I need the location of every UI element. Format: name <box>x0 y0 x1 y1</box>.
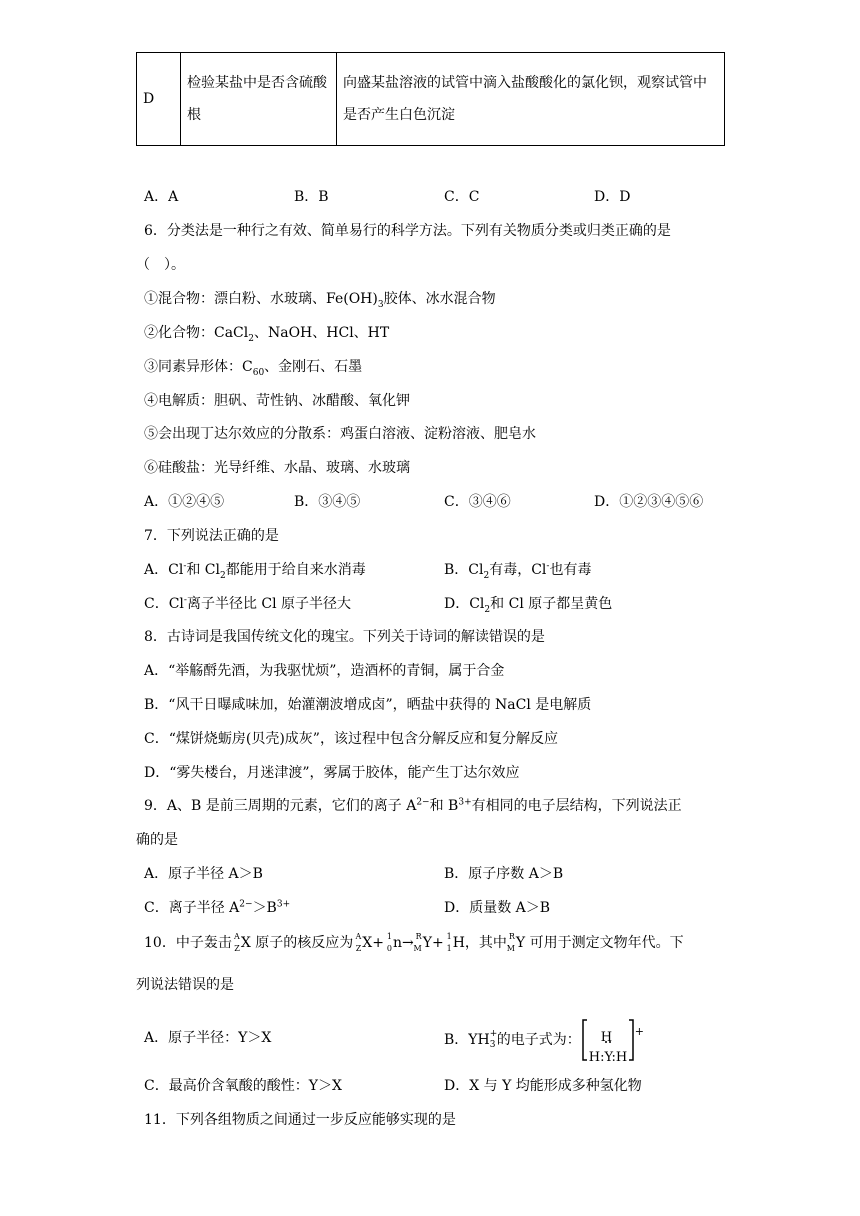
q7-b-sub: 2 <box>483 570 490 581</box>
q10-part5: Y+ <box>422 935 444 951</box>
nuc-atomic: M <box>506 944 515 953</box>
nuc-mass: A <box>355 932 362 941</box>
q10-b-sub: 3 <box>489 1040 496 1050</box>
q5-option-d[interactable]: D．D <box>594 189 631 205</box>
q7-c-part2: 离子半径比 Cl 原子半径大 <box>186 596 352 612</box>
nuclide-notation <box>353 932 362 954</box>
q7-c-part1: C．Cl <box>144 596 184 612</box>
q10-b-part2: 的电子式为： <box>496 1032 581 1048</box>
q10-part6: H，其中 <box>452 935 507 951</box>
nuc-mass: R <box>508 932 515 941</box>
q6-item4: ④电解质：胆矾、苛性钠、冰醋酸、氧化钾 <box>144 393 410 409</box>
q7-d-sub: 2 <box>484 604 491 615</box>
nuc-mass: 1 <box>446 932 452 941</box>
q11-stem: 11．下列各组物质之间通过一步反应能够实现的是 <box>144 1112 456 1128</box>
q9-option-d[interactable]: D．质量数 A＞B <box>444 900 551 916</box>
q7-a-part2: 和 Cl <box>186 562 220 578</box>
q10-option-c[interactable]: C．最高价含氧酸的酸性：Y＞X <box>144 1078 342 1094</box>
q7-option-b[interactable] <box>444 560 591 580</box>
nuclide-notation <box>507 932 516 954</box>
electron-formula <box>581 1018 644 1065</box>
q5-option-c[interactable]: C．C <box>444 189 480 205</box>
nuclide-notation <box>384 932 393 954</box>
q8-option-b[interactable]: B．“风干日曝咸味加，始灌潮波增成卤”，晒盐中获得的 NaCl 是电解质 <box>144 697 592 713</box>
q7-option-c[interactable] <box>144 594 351 614</box>
q8-stem: 8．古诗词是我国传统文化的瑰宝。下列关于诗词的解读错误的是 <box>144 629 545 645</box>
q9-stem-line2: 确的是 <box>136 832 178 848</box>
nuc-mass: 1 <box>386 932 392 941</box>
q9-stem-part1: 9．A、B 是前三周期的元素，它们的离子 A <box>144 798 417 814</box>
q6-item3 <box>144 357 362 377</box>
options-table <box>136 52 725 146</box>
q10-option-a[interactable]: A．原子半径：Y＞X <box>144 1030 272 1046</box>
row-method: 向盛某盐溶液的试管中滴入盐酸酸化的氯化钡，观察试管中是否产生白色沉淀 <box>337 53 725 146</box>
q6-option-d[interactable]: D．①②③④⑤⑥ <box>594 494 704 510</box>
q6-item6: ⑥硅酸盐：光导纤维、水晶、玻璃、水玻璃 <box>144 460 410 476</box>
q7-c-sup: - <box>183 595 187 606</box>
q5-option-b[interactable]: B．B <box>294 189 329 205</box>
lewis-row: H:Y:H <box>588 1050 628 1065</box>
q6-item1-sub: 3 <box>377 299 384 310</box>
q10-stem-line1 <box>144 930 684 956</box>
q6-item2-rest: 、NaOH、HCl、HT <box>253 325 390 341</box>
q6-option-a[interactable]: A．①②④⑤ <box>144 494 225 510</box>
nuclide-notation <box>232 932 241 954</box>
nuclide-notation <box>414 932 423 954</box>
q7-a-part3: 都能用于给自来水消毒 <box>225 562 366 578</box>
row-purpose: 检验某盐中是否含硫酸根 <box>181 53 337 146</box>
q9-stem-part3: 有相同的电子层结构，下列说法正 <box>471 798 682 814</box>
q7-b-sup: - <box>546 561 550 572</box>
left-bracket <box>583 1020 587 1060</box>
nuclide-notation <box>444 932 453 954</box>
q10-part7: Y 可用于测定文物年代。下 <box>515 935 684 951</box>
q7-d-part2: 和 Cl 原子都呈黄色 <box>490 596 613 612</box>
q9-c-part2: ＞B <box>252 900 277 916</box>
q6-item3-rest: 、金刚石、石墨 <box>264 359 363 375</box>
q8-option-d[interactable]: D．“雾失楼台，月迷津渡”，雾属于胶体，能产生丁达尔效应 <box>144 765 520 781</box>
q7-a-part1: A．Cl <box>144 562 184 578</box>
nuc-atomic: M <box>413 944 422 953</box>
q7-option-a[interactable] <box>144 560 366 580</box>
q9-stem-sup1: 2− <box>416 797 430 808</box>
nuc-atomic: 0 <box>386 944 392 953</box>
q9-stem-sup2: 3+ <box>458 797 472 808</box>
q9-stem-line1 <box>144 796 682 816</box>
q6-option-b[interactable]: B．③④⑤ <box>294 494 361 510</box>
q10-part1: 10．中子轰击 <box>144 935 232 951</box>
q8-option-a[interactable]: A．“举觞酹先酒，为我驱忧烦”，造酒杯的青铜，属于合金 <box>144 663 505 679</box>
q9-stem-part2: 和 B <box>429 798 459 814</box>
q10-stem-line2: 列说法错误的是 <box>136 977 234 993</box>
nuc-mass: R <box>415 932 422 941</box>
q6-item2 <box>144 323 389 343</box>
lewis-charge: + <box>634 1025 644 1038</box>
q10-part3: X+ <box>362 935 384 951</box>
q7-b-part2: 有毒，Cl <box>489 562 547 578</box>
q9-c-part1: C．离子半径 A <box>144 900 240 916</box>
q9-option-a[interactable]: A．原子半径 A＞B <box>144 866 263 882</box>
q6-item1-text: ①混合物：漂白粉、水玻璃、Fe(OH) <box>144 291 378 307</box>
q6-item2-sub: 2 <box>248 333 254 344</box>
q9-c-sup2: 3+ <box>276 899 291 910</box>
q6-option-c[interactable]: C．③④⑥ <box>444 494 511 510</box>
q9-c-sup1: 2− <box>239 899 253 910</box>
q7-a-sub: 2 <box>220 570 226 581</box>
q8-option-c[interactable]: C．“煤饼烧蛎房(贝壳)成灰”，该过程中包含分解反应和复分解反应 <box>144 731 558 747</box>
q7-d-part1: D．Cl <box>444 596 485 612</box>
q7-b-part3: 也有毒 <box>549 562 592 578</box>
q5-option-a[interactable]: A．A <box>144 189 179 205</box>
q7-b-part1: B．Cl <box>444 562 484 578</box>
q10-part4: n→ <box>392 935 414 951</box>
right-bracket <box>629 1020 633 1060</box>
q6-stem-line2: （ ）。 <box>136 257 185 273</box>
q6-item1 <box>144 289 496 309</box>
q10-b-sup: + <box>489 1029 498 1039</box>
q6-item5: ⑤会出现丁达尔效应的分散系：鸡蛋白溶液、淀粉溶液、肥皂水 <box>144 426 536 442</box>
q10-option-d[interactable]: D．X 与 Y 均能形成多种氢化物 <box>444 1078 642 1094</box>
q6-item3-sub: 60 <box>252 367 265 378</box>
row-letter: D <box>137 53 181 146</box>
q10-b-part1: B．YH <box>444 1032 490 1048</box>
q6-item2-text: ②化合物：CaCl <box>144 325 249 341</box>
nuc-atomic: 1 <box>446 944 452 953</box>
q7-a-sup: - <box>183 561 187 572</box>
q7-stem: 7．下列说法正确的是 <box>144 528 279 544</box>
nuc-atomic: Z <box>355 944 362 953</box>
nuc-mass: A <box>234 932 240 941</box>
q10-part2: X 原子的核反应为 <box>240 935 354 951</box>
q9-option-c[interactable] <box>144 898 290 918</box>
lewis-top-h: H <box>600 1030 613 1045</box>
q7-option-d[interactable] <box>444 594 612 614</box>
q10-option-b[interactable] <box>444 1018 644 1065</box>
q6-item3-text: ③同素异形体：C <box>144 359 253 375</box>
table-row <box>137 53 725 146</box>
q10-b-supsub <box>490 1030 497 1050</box>
nuc-atomic: Z <box>234 944 240 953</box>
q6-stem-line1: 6．分类法是一种行之有效、简单易行的科学方法。下列有关物质分类或归类正确的是 <box>144 223 671 239</box>
q9-option-b[interactable]: B．原子序数 A＞B <box>444 866 564 882</box>
q6-item1-rest: 胶体、冰水混合物 <box>383 291 496 307</box>
